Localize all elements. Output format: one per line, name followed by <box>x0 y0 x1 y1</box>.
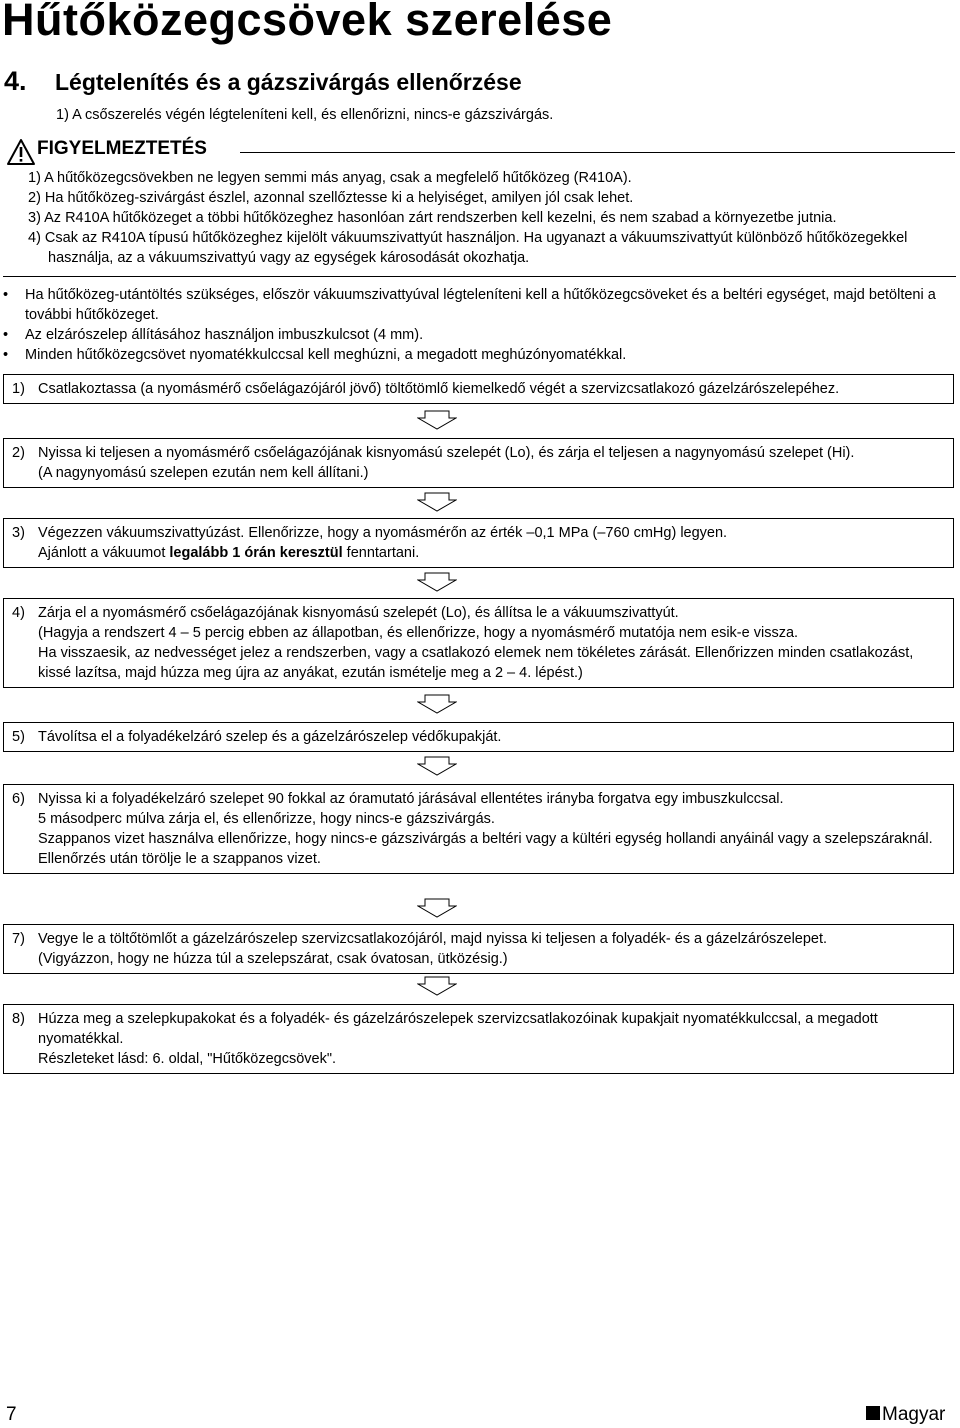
warning-title: FIGYELMEZTETÉS <box>37 138 207 159</box>
step-line: Nyissa ki a folyadékelzáró szelepet 90 fokkal az óramutató járásával ellentétes irányba forgatva egy imbuszkulccsal. <box>38 791 784 807</box>
section-number: 4. <box>4 66 27 96</box>
step-box-8 <box>3 1004 954 1074</box>
down-arrow-icon <box>417 976 457 996</box>
warning-item: 1) A hűtőközegcsövekben ne legyen semmi más anyag, csak a megfelelő hűtőközeg (R410A). <box>28 170 632 186</box>
step-line: Ellenőrzés után törölje le a szappanos vizet. <box>38 851 321 867</box>
step-box-5 <box>3 722 954 752</box>
step-line: Ajánlott a vákuumot legalább 1 órán keresztül fenntartani. <box>38 545 420 561</box>
step-line: 5 másodperc múlva zárja el, és ellenőrizze, hogy nincs-e gázszivárgás. <box>38 811 495 827</box>
step-number: 6) <box>12 791 25 807</box>
step-number: 2) <box>12 445 25 461</box>
step-line: Részleteket lásd: 6. oldal, "Hűtőközegcsövek". <box>38 1051 337 1067</box>
step-line: (A nagynyomású szelepen ezután nem kell állítani.) <box>38 465 369 481</box>
section-title: Légtelenítés és a gázszivárgás ellenőrzése <box>55 69 522 95</box>
step-line: Csatlakoztassa (a nyomásmérő csőelágazójáról jövő) töltőtömlő kiemelkedő végét a szervizcsatlakozó gázelzárószelepéhez. <box>38 381 840 397</box>
bullet-item: • Az elzárószelep állításához használjon imbuszkulcsot (4 mm). <box>3 327 424 343</box>
page-title: Hűtőközegcsövek szerelése <box>2 0 613 45</box>
step-box-2 <box>3 438 954 488</box>
step-number: 7) <box>12 931 25 947</box>
bullet-dot: • <box>3 327 9 343</box>
step-line: Ha visszaesik, az nedvességet jelez a rendszerben, vagy a csatlakozó elemek nem tökéletes zárását. Ellenőrizzen minden csatlakozást, kissé lazítsa, majd húzza meg újra az anyákat, ezután ismételje meg a 2 – 4. lépést.) <box>38 645 914 681</box>
bullet-item: • Minden hűtőközegcsövet nyomatékkulccsal kell meghúzni, a megadott meghúzónyomatékkal. <box>3 347 627 363</box>
step-number: 3) <box>12 525 25 541</box>
emphasis-text: legalább 1 órán keresztül <box>169 545 343 561</box>
step-box-6 <box>3 784 954 874</box>
step-box-7 <box>3 924 954 974</box>
step-line: Vegye le a töltőtömlőt a gázelzárószelep szervizcsatlakozójáról, majd nyissa ki teljesen a folyadék- és a gázelzárószelepet. <box>38 931 828 947</box>
page-number: 7 <box>6 1404 17 1425</box>
bullet-item: • Ha hűtőközeg-utántöltés szükséges, először vákuumszivattyúval légteleníteni kell a hűtőközegcsöveket és a beltéri egységet, majd betölteni a további hűtőközeget. <box>3 287 936 323</box>
down-arrow-icon <box>417 756 457 776</box>
step-number: 8) <box>12 1011 25 1027</box>
warning-item: 2) Ha hűtőközeg-szivárgást észlel, azonnal szellőztesse ki a helyiséget, amilyen jól csak lehet. <box>28 190 634 206</box>
warning-list <box>14 168 954 268</box>
step-box-3 <box>3 518 954 568</box>
step-line: Zárja el a nyomásmérő csőelágazójának kisnyomású szelepét (Lo), és állítsa le a vákuumszivattyút. <box>38 605 679 621</box>
step-line: (Vigyázzon, hogy ne húzza túl a szelepszárat, csak óvatosan, ütközésig.) <box>38 951 508 967</box>
step-line: Szappanos vizet használva ellenőrizze, hogy nincs-e gázszivárgás a beltéri vagy a kültéri egység hollandi anyáinál vagy a szelepszáraknál. <box>38 831 933 847</box>
step-line: Nyissa ki teljesen a nyomásmérő csőelágazójának kisnyomású szelepét (Lo), és zárja el teljesen a nagynyomású szelepet (Hi). <box>38 445 855 461</box>
step-box-1 <box>3 374 954 404</box>
warning-item: 3) Az R410A hűtőközeget a többi hűtőközeghez hasonlóan zárt rendszerben kell kezelni, és nem szabad a környezetbe jutnia. <box>28 210 837 226</box>
step-line: Húzza meg a szelepkupakokat és a folyadék- és gázelzárószelepek szervizcsatlakozóinak kupakjait nyomatékkulccsal, a megadott nyomatékkal. <box>38 1011 878 1047</box>
step-number: 1) <box>12 381 25 397</box>
bullet-dot: • <box>3 347 9 363</box>
warning-item: 4) Csak az R410A típusú hűtőközeghez kijelölt vákuumszivattyút használjon. Ha ugyanazt a vákuumszivattyút különböző hűtőközegekkel használja, az a vákuumszivattyú vagy az egységek károsodását okozhatja. <box>28 230 908 266</box>
black-square-icon <box>866 1406 880 1420</box>
step-line: Végezzen vákuumszivattyúzást. Ellenőrizze, hogy a nyomásmérőn az érték –0,1 MPa (–760 cmHg) legyen. <box>38 525 728 541</box>
intro-text: 1) A csőszerelés végén légteleníteni kell, és ellenőrizni, nincs-e gázszivárgás. <box>56 107 554 123</box>
down-arrow-icon <box>417 694 457 714</box>
warning-rule <box>240 152 955 153</box>
divider <box>3 276 956 277</box>
bullet-dot: • <box>3 287 9 303</box>
step-number: 5) <box>12 729 25 745</box>
down-arrow-icon <box>417 572 457 592</box>
down-arrow-icon <box>417 898 457 918</box>
bullet-list <box>3 285 953 365</box>
language-label: Magyar <box>866 1404 945 1426</box>
down-arrow-icon <box>417 410 457 430</box>
down-arrow-icon <box>417 492 457 512</box>
step-box-4 <box>3 598 954 688</box>
warning-triangle-icon <box>6 138 36 166</box>
step-number: 4) <box>12 605 25 621</box>
step-line: (Hagyja a rendszert 4 – 5 percig ebben az állapotban, és ellenőrizze, hogy a nyomásmérő mutatója nem esik-e vissza. <box>38 625 799 641</box>
step-line: Távolítsa el a folyadékelzáró szelep és a gázelzárószelep védőkupakját. <box>38 729 502 745</box>
